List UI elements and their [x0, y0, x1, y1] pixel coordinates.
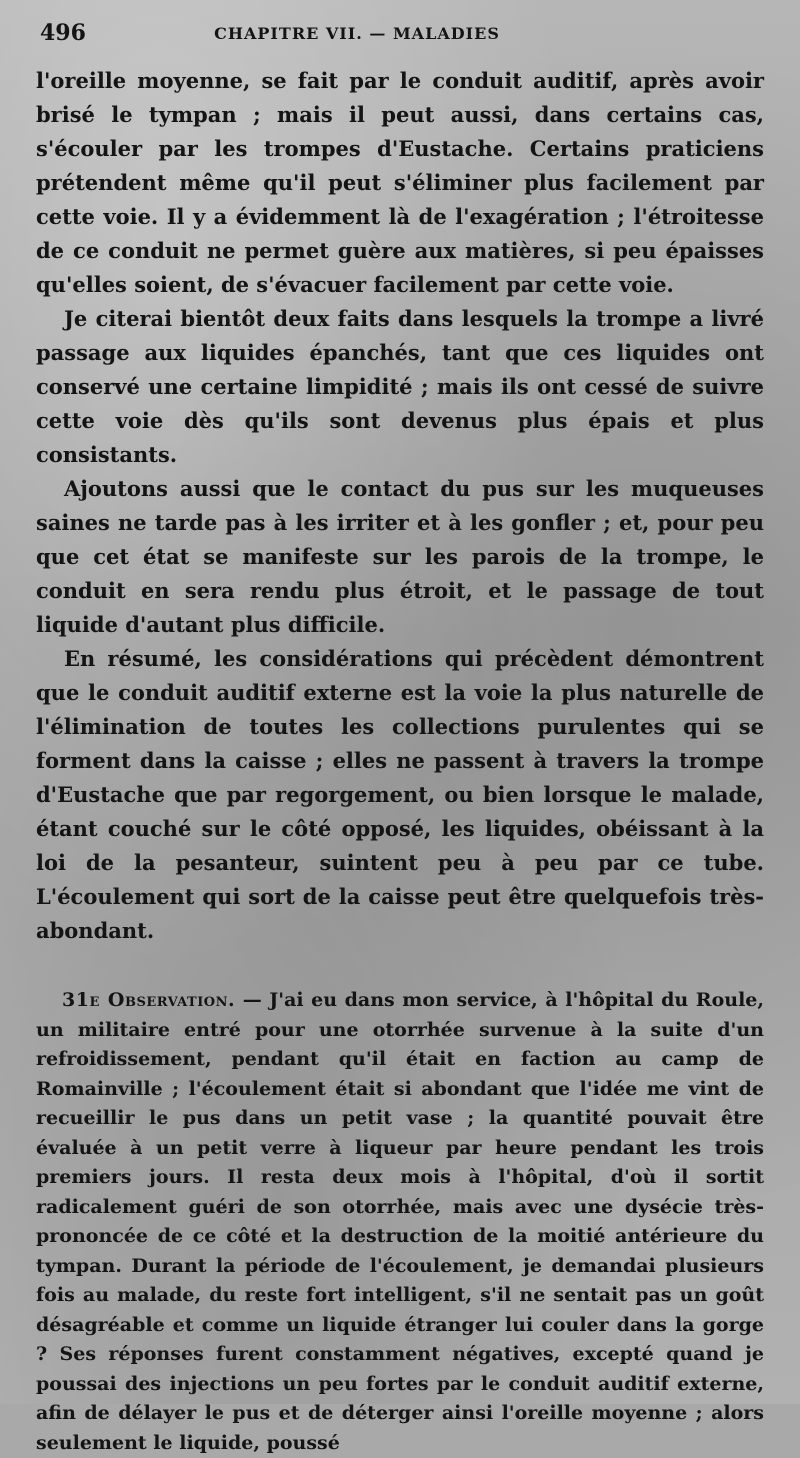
body-text [36, 64, 764, 1458]
paragraph: Ajoutons aussi que le contact du pus sur les muqueuses saines ne tarde pas à les irriter et à les gonfler ; et, pour peu que cet état se manifeste sur les parois de la trompe, le conduit en sera rendu plus étroit, et le passage de tout liquide d'autant plus difficile. [36, 476, 764, 637]
observation-text: — J'ai eu dans mon service, à l'hôpital du Roule, un militaire entré pour une otorrhée survenue à la suite d'un refroidissement, pendant qu'il était en faction au camp de Romainville ; l'écoulement était si abondant que l'idée me vint de recueillir le pus dans un petit vase ; la quantité pouvait être évaluée à un petit verre à liqueur par heure pendant les trois premiers jours. Il resta deux mois à l'hôpital, d'où il sortit radicalement guéri de son otorrhée, mais avec une dysécie très-prononcée de ce côté et la destruction de la moitié antérieure du tympan. Durant la période de l'écoulement, je demandai plusieurs fois au malade, du reste fort intelligent, s'il ne sentait pas un goût désagréable et comme un liquide étranger lui couler dans la gorge ? Ses réponses furent constamment négatives, excepté quand je poussai des injections un peu fortes par le conduit auditif externe, afin de délayer le pus et de déterger ainsi l'oreille moyenne ; alors seulement le liquide, poussé [36, 989, 764, 1454]
paragraph: Je citerai bientôt deux faits dans lesquels la trompe a livré passage aux liquides épanchés, tant que ces liquides ont conservé une certaine limpidité ; mais ils ont cessé de suivre cette voie dès qu'ils sont devenus plus épais et plus consistants. [36, 306, 764, 467]
page-number: 496 [40, 20, 86, 46]
section-gap [36, 948, 764, 986]
observation-paragraph [36, 986, 764, 1458]
observation-label: 31e Observation. [62, 989, 236, 1011]
paragraph: En résumé, les considérations qui précèdent démontrent que le conduit auditif externe est la voie la plus naturelle de l'élimination de toutes les collections purulentes qui se forment dans la caisse ; elles ne passent à travers la trompe d'Eustache que par regorgement, ou bien lorsque le malade, étant couché sur le côté opposé, les liquides, obéissant à la loi de la pesanteur, suintent peu à peu par ce tube. L'écoulement qui sort de la caisse peut être quelquefois très-abondant. [36, 646, 764, 943]
running-title: CHAPITRE VII. — MALADIES [214, 23, 500, 43]
page-header [40, 18, 764, 48]
paragraph-continued: l'oreille moyenne, se fait par le conduit auditif, après avoir brisé le tympan ; mais il peut aussi, dans certains cas, s'écouler par les trompes d'Eustache. Certains praticiens prétendent même qu'il peut s'éliminer plus facilement par cette voie. Il y a évidemment là de l'exagération ; l'étroitesse de ce conduit ne permet guère aux matières, si peu épaisses qu'elles soient, de s'évacuer facilement par cette voie. [36, 68, 764, 297]
